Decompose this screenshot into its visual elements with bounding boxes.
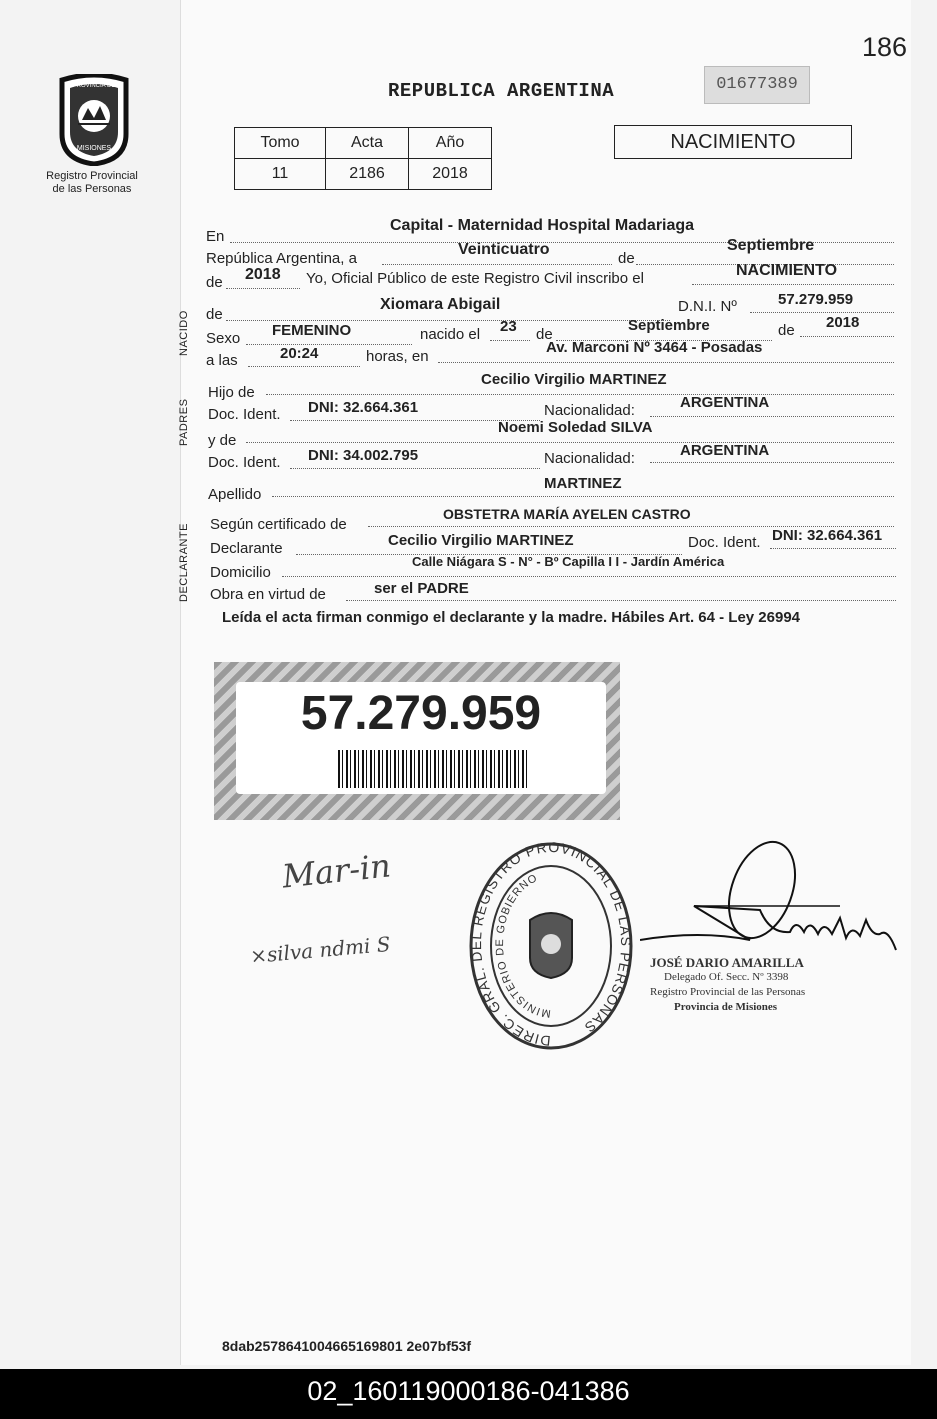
side-label-padres: PADRES — [178, 398, 190, 446]
label-horas-en: horas, en — [366, 348, 429, 365]
value-lugar: Capital - Maternidad Hospital Madariaga — [390, 217, 695, 234]
serial-number: 01677389 — [704, 66, 810, 104]
label-doc-ident3: Doc. Ident. — [688, 534, 761, 551]
registro-label: Registro Provincial de las Personas — [46, 170, 138, 195]
official-province: Provincia de Misiones — [674, 1001, 778, 1013]
footer-id: 02_160119000186-041386 — [0, 1369, 937, 1419]
official-stamp-icon — [468, 840, 634, 1052]
label-hijo-de: Hijo de — [208, 384, 255, 401]
value-domicilio: Calle Niágara S - N° - Bº Capilla I I - Jardín América — [412, 554, 725, 569]
official-title: Delegado Of. Secc. Nº 3398 — [664, 971, 789, 983]
label-en: En — [206, 228, 225, 245]
page-number: 186 — [862, 32, 908, 62]
signature-madre: ×silva ndmi S — [249, 931, 392, 969]
official-block — [650, 955, 805, 1015]
closing-legend: Leída el acta firman conmigo el declarante y la madre. Hábiles Art. 64 - Ley 26994 — [222, 609, 801, 626]
value-padre: Cecilio Virgilio MARTINEZ — [481, 371, 667, 388]
value-anio: 2018 — [245, 266, 281, 283]
label-obra: Obra en virtud de — [210, 586, 326, 603]
value-domicilio-nac: Av. Marconi Nº 3464 - Posadas — [546, 339, 763, 356]
acta-header: Acta — [326, 128, 409, 159]
signature-padre: Mar-in — [280, 846, 393, 896]
value-dni: 57.279.959 — [778, 291, 854, 308]
dni-sticker-number: 57.279.959 — [300, 687, 542, 740]
value-acto: NACIMIENTO — [736, 262, 838, 279]
document-title: REPUBLICA ARGENTINA — [388, 80, 615, 102]
value-madre-doc: DNI: 34.002.795 — [308, 447, 419, 464]
acta-value: 2186 — [326, 159, 409, 190]
label-yo: Yo, Oficial Público de este Registro Civil inscribo el — [306, 270, 644, 287]
document-hash: 8dab2578641004665169801 2e07bf53f — [222, 1338, 472, 1354]
value-padre-doc: DNI: 32.664.361 — [308, 399, 419, 416]
label-segun: Según certificado de — [210, 516, 347, 533]
value-declarante-doc: DNI: 32.664.361 — [772, 527, 883, 544]
label-de3: de — [206, 306, 223, 323]
label-domicilio: Domicilio — [210, 564, 271, 581]
side-label-nacido: NACIDO — [178, 310, 190, 356]
value-nombre: Xiomara Abigail — [380, 296, 501, 313]
value-padre-nac: ARGENTINA — [680, 394, 770, 411]
label-de2: de — [206, 274, 223, 291]
label-doc-ident2: Doc. Ident. — [208, 454, 281, 471]
seal-text-bottom: MISIONES — [76, 145, 112, 152]
value-declarante: Cecilio Virgilio MARTINEZ — [388, 532, 574, 549]
value-apellido: MARTINEZ — [544, 475, 622, 492]
value-certificado: OBSTETRA MARÍA AYELEN CASTRO — [443, 506, 691, 522]
value-madre-nac: ARGENTINA — [680, 442, 770, 459]
anio-header: Año — [409, 128, 492, 159]
label-dni: D.N.I. Nº — [678, 298, 737, 315]
label-nacionalidad: Nacionalidad: — [544, 402, 635, 419]
value-nac-mes: Septiembre — [628, 317, 710, 334]
misiones-seal-icon — [52, 74, 136, 166]
value-madre: Noemi Soledad SILVA — [498, 419, 653, 436]
official-name: JOSÉ DARIO AMARILLA — [650, 955, 804, 970]
value-dia-letras: Veinticuatro — [458, 241, 550, 258]
label-de: de — [618, 250, 635, 267]
label-de5: de — [778, 322, 795, 339]
value-obra: ser el PADRE — [374, 580, 469, 597]
value-sexo: FEMENINO — [272, 322, 352, 339]
value-nac-dia: 23 — [500, 318, 517, 335]
official-signature-icon — [640, 838, 900, 964]
stamp-inner-text: MINISTERIO DE GOBIERNO — [493, 872, 552, 1020]
label-nacido-el: nacido el — [420, 326, 481, 343]
label-republica: República Argentina, a — [206, 250, 357, 267]
label-a-las: a las — [206, 352, 238, 369]
tomo-value: 11 — [235, 159, 326, 190]
value-mes: Septiembre — [727, 237, 815, 254]
registry-table — [234, 127, 492, 190]
tomo-header: Tomo — [235, 128, 326, 159]
label-de4: de — [536, 326, 553, 343]
label-apellido: Apellido — [208, 486, 262, 503]
value-hora: 20:24 — [280, 345, 319, 362]
seal-text-top: PROVINCIA DE — [72, 83, 116, 89]
label-nacionalidad2: Nacionalidad: — [544, 450, 635, 467]
barcode-icon — [338, 750, 528, 788]
side-label-declarante: DECLARANTE — [178, 523, 190, 602]
anio-value: 2018 — [409, 159, 492, 190]
certificate-type: NACIMIENTO — [614, 125, 852, 159]
label-declarante: Declarante — [210, 540, 283, 557]
value-nac-anio: 2018 — [826, 314, 860, 331]
label-y-de: y de — [208, 432, 237, 449]
label-doc-ident: Doc. Ident. — [208, 406, 281, 423]
stamp-outer-text: DIREC. GRAL. DEL REGISTRO PROVINCIAL DE LAS PERSONAS — [468, 840, 634, 1050]
official-org: Registro Provincial de las Personas — [650, 986, 806, 998]
label-sexo: Sexo — [206, 330, 241, 347]
